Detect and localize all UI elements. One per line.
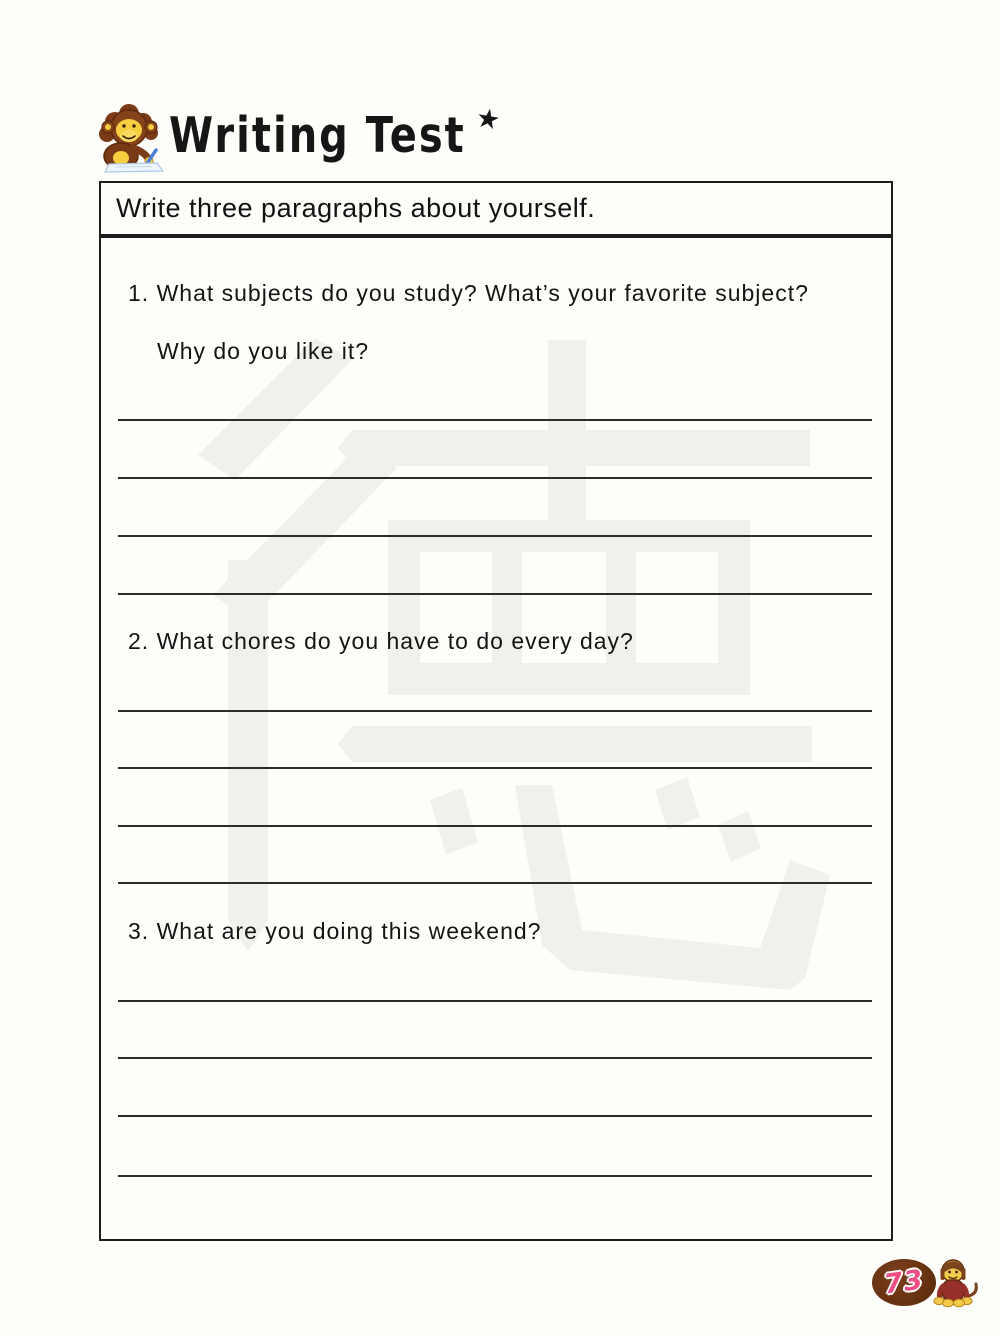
question-3-text: 3. What are you doing this weekend? (128, 918, 542, 944)
writing-line (118, 1057, 872, 1059)
monkey-page-icon (926, 1256, 982, 1314)
writing-line (118, 825, 872, 827)
monkey-writing-icon (93, 100, 169, 176)
question-1-text-line2: Why do you like it? (157, 338, 370, 364)
question-1-text: 1. What subjects do you study? What’s your favorite subject? (128, 280, 809, 306)
page-number-badge (870, 1254, 990, 1320)
writing-line (118, 1000, 872, 1002)
answer-area (99, 236, 893, 1241)
writing-line (118, 535, 872, 537)
writing-line (118, 477, 872, 479)
writing-line (118, 1115, 872, 1117)
writing-line (118, 882, 872, 884)
writing-line (118, 1175, 872, 1177)
page-number: 73 (882, 1264, 926, 1301)
page-title (169, 102, 503, 165)
writing-line (118, 419, 872, 421)
page-title-text: Writing Test (169, 108, 466, 165)
star-icon: ★ (473, 102, 503, 136)
instruction-box (99, 181, 893, 236)
instruction-text: Write three paragraphs about yourself. (116, 193, 596, 223)
writing-line (118, 767, 872, 769)
writing-line (118, 593, 872, 595)
question-2-text: 2. What chores do you have to do every day? (128, 628, 634, 654)
writing-line (118, 710, 872, 712)
